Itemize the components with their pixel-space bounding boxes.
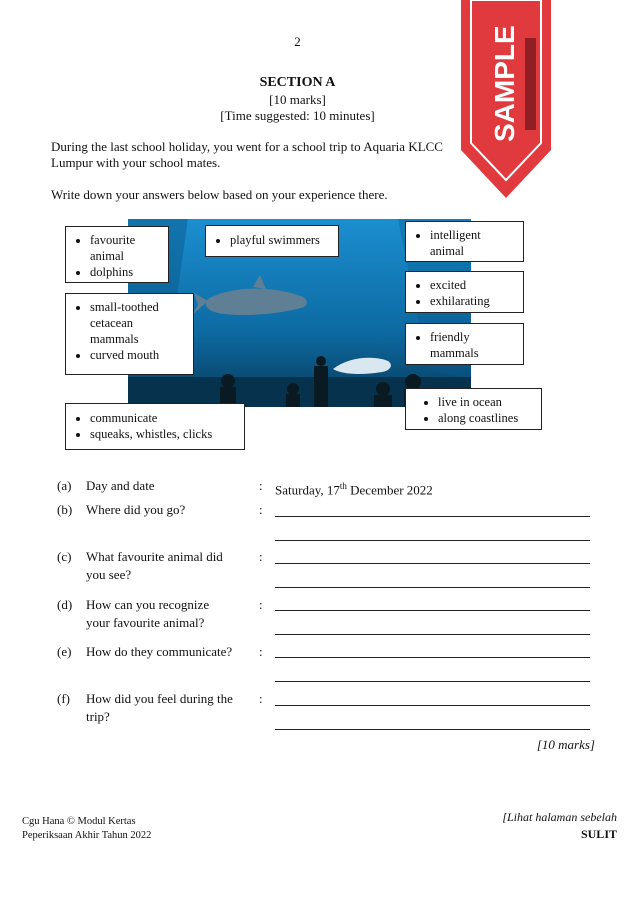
box-playful-line-1: playful swimmers [230, 233, 320, 247]
answer-line-f-1[interactable] [275, 705, 590, 706]
footer-credit-line-2: Peperiksaan Akhir Tahun 2022 [22, 830, 152, 841]
sample-badge-text: SAMPLE [489, 25, 520, 142]
answer-line-d-2[interactable] [275, 634, 590, 635]
section-title: SECTION A [259, 75, 336, 90]
box-cetacean [65, 293, 194, 375]
box-cetacean-line-1: small-toothed [90, 300, 159, 314]
box-favourite-line-1: favourite [90, 233, 136, 247]
sample-ribbon-icon [461, 0, 551, 198]
question-e-text: How do they communicate? [86, 644, 233, 659]
question-d-text-1: How can you recognize [86, 597, 210, 612]
box-communicate-line-1: communicate [90, 411, 158, 425]
footer-credit-line-1: Cgu Hana © Modul Kertas [22, 816, 136, 827]
question-d-letter: (d) [57, 597, 73, 612]
footer-next-page: [Lihat halaman sebelah [502, 810, 617, 824]
answer-a-suffix: December 2022 [346, 482, 433, 498]
question-c-text-2: you see? [86, 567, 132, 582]
question-a-text: Day and date [86, 478, 155, 493]
answer-a-sup: th [339, 481, 347, 491]
box-communicate [65, 403, 245, 450]
question-b-colon: : [259, 502, 263, 517]
box-cetacean-line-2: cetacean [90, 316, 134, 330]
intro-paragraph [51, 139, 471, 171]
box-ocean [405, 388, 542, 430]
section-time: [Time suggested: 10 minutes] [220, 108, 375, 123]
question-c-text-1: What favourite animal did [86, 549, 223, 564]
box-cetacean-line-4: curved mouth [90, 348, 160, 362]
answer-line-c-2[interactable] [275, 587, 590, 588]
question-c-colon: : [259, 549, 263, 564]
box-excited-line-1: excited [430, 278, 467, 292]
box-intelligent-line-2: animal [430, 244, 465, 258]
section-marks: [10 marks] [269, 92, 326, 107]
box-favourite-line-3: dolphins [90, 265, 134, 279]
instruction-text: Write down your answers below based on your experience there. [51, 187, 388, 202]
answer-line-b-2[interactable] [275, 540, 590, 541]
question-f-text-2: trip? [86, 709, 110, 724]
answer-line-e-2[interactable] [275, 681, 590, 682]
question-a-letter: (a) [57, 478, 72, 493]
answer-line-c-1[interactable] [275, 563, 590, 564]
box-friendly [405, 323, 524, 365]
question-b-text: Where did you go? [86, 502, 186, 517]
question-d-text-2: your favourite animal? [86, 615, 205, 630]
box-ocean-line-1: live in ocean [438, 395, 502, 409]
question-c-letter: (c) [57, 549, 72, 564]
question-d-colon: : [259, 597, 263, 612]
footer-credit [22, 815, 151, 843]
page-number: 2 [294, 34, 301, 49]
box-intelligent [405, 221, 524, 262]
question-f-letter: (f) [57, 691, 70, 706]
question-e-letter: (e) [57, 644, 72, 659]
box-favourite-line-2: animal [90, 249, 125, 263]
answer-a-prefix: Saturday, 17 [275, 482, 340, 498]
question-e-colon: : [259, 644, 263, 659]
box-friendly-line-1: friendly [430, 330, 470, 344]
question-f-text-1: How did you feel during the [86, 691, 233, 706]
box-intelligent-line-1: intelligent [430, 228, 481, 242]
box-friendly-line-2: mammals [430, 346, 479, 360]
intro-line-2: Lumpur with your school mates. [51, 155, 221, 170]
answer-line-d-1[interactable] [275, 610, 590, 611]
box-communicate-line-2: squeaks, whistles, clicks [90, 427, 213, 441]
box-excited-line-2: exhilarating [430, 294, 490, 308]
box-playful [205, 225, 339, 257]
box-ocean-line-2: along coastlines [438, 411, 519, 425]
question-b-letter: (b) [57, 502, 73, 517]
answer-a [275, 477, 433, 499]
question-f-colon: : [259, 691, 263, 706]
box-cetacean-line-3: mammals [90, 332, 139, 346]
box-excited [405, 271, 524, 313]
footer-sulit: SULIT [580, 827, 617, 841]
answer-line-e-1[interactable] [275, 657, 590, 658]
answer-line-f-2[interactable] [275, 729, 590, 730]
marks-note: [10 marks] [536, 737, 595, 752]
intro-line-1: During the last school holiday, you went for a school trip to Aquaria KLCC [51, 139, 443, 154]
box-favourite [65, 226, 169, 283]
answer-line-b-1[interactable] [275, 516, 590, 517]
question-a-colon: : [259, 478, 263, 493]
sample-badge [461, 0, 551, 198]
